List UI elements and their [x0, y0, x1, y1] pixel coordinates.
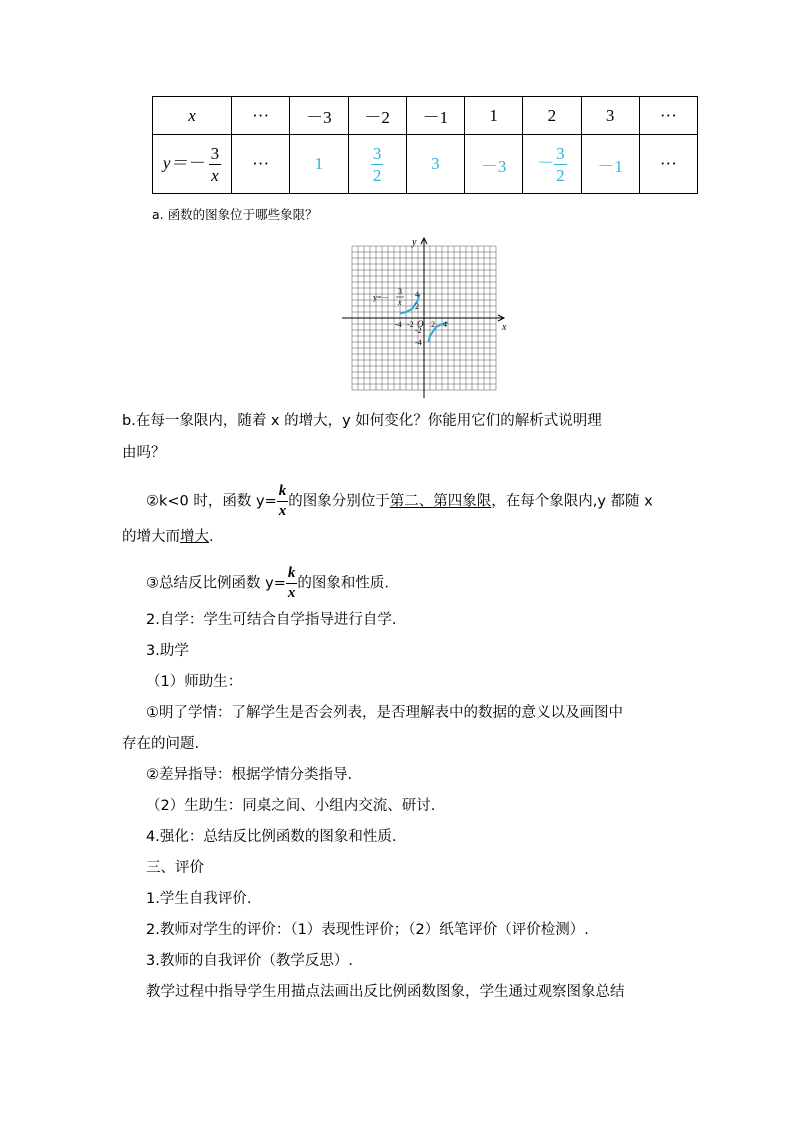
- text-line: 4.强化：总结反比例函数的图象和性质.: [146, 829, 397, 845]
- tick-label-x: -4: [395, 320, 402, 329]
- fraction-sign: －: [537, 153, 555, 172]
- hyperbola-graph: [340, 236, 510, 400]
- fraction-k-over-x: [286, 566, 298, 601]
- row-y-label: [153, 135, 232, 194]
- text-line: 1.学生自我评价.: [146, 891, 252, 907]
- table-cell: ···: [232, 97, 290, 135]
- table-cell: 1: [465, 97, 523, 135]
- section-heading: 三、评价: [146, 860, 204, 876]
- text-run: ，在每个象限内,y 都随 x: [491, 493, 653, 510]
- row-x-label: x: [153, 97, 232, 135]
- text-run: 的增大而: [122, 529, 180, 545]
- fraction-numerator: k: [286, 566, 298, 584]
- table-cell: [348, 135, 406, 194]
- table-cell: 1: [290, 135, 348, 194]
- row-y-label-prefix: y＝－: [162, 153, 205, 172]
- text-line: （1）师助生：: [146, 674, 243, 690]
- table-cell: －2: [348, 97, 406, 135]
- text-run: 的图象分别位于: [288, 493, 390, 510]
- tick-label-x: 2: [431, 320, 435, 329]
- text-line: ②差异指导：根据学情分类指导.: [146, 767, 353, 783]
- text-line: ①明了学情：了解学生是否会列表，是否理解表中的数据的意义以及画图中: [146, 705, 623, 721]
- fraction-numerator: k: [277, 484, 289, 502]
- fraction-numerator: 3: [556, 143, 565, 163]
- origin-label: O: [417, 319, 424, 329]
- tick-label-y: -2: [415, 326, 422, 335]
- text-line: 教学过程中指导学生用描点法画出反比例函数图象，学生通过观察图象总结: [146, 984, 625, 1000]
- table-cell: ···: [639, 97, 697, 135]
- text-line: 2.教师对学生的评价：（1）表现性评价；（2）纸笔评价（评价检测）.: [146, 922, 589, 938]
- fraction-denominator: x: [287, 585, 296, 601]
- table-cell: －3: [465, 135, 523, 194]
- table-cell: ···: [232, 135, 290, 194]
- table-cell: －3: [290, 97, 348, 135]
- axis-y-label: y: [412, 237, 417, 248]
- function-label-numerator: 3: [398, 287, 402, 296]
- fraction-k-over-x: [277, 484, 289, 519]
- paragraph-k-negative-line2: [122, 527, 214, 547]
- fraction-denominator: x: [278, 503, 287, 519]
- axes: [342, 238, 504, 398]
- fraction-numerator: 3: [210, 143, 220, 163]
- tick-label-y: 2: [415, 302, 419, 311]
- text-line: 3.助学: [146, 643, 189, 659]
- paragraph-summary: [146, 566, 389, 601]
- text-run: .: [209, 529, 214, 545]
- row-y-label-fraction: [209, 145, 222, 184]
- text-line: 3.教师的自我评价（教学反思）.: [146, 953, 353, 969]
- text-line: （2）生助生：同桌之间、小组内交流、研讨.: [146, 798, 436, 814]
- table-row-x: [153, 97, 698, 135]
- cell-fraction: [554, 145, 567, 184]
- table-cell: ···: [639, 135, 697, 194]
- function-label-denominator: x: [398, 298, 402, 307]
- underlined-answer: 第二、第四象限: [389, 493, 492, 510]
- axis-x-label: x: [502, 322, 507, 333]
- table-cell: 3: [406, 135, 464, 194]
- table-cell: －1: [581, 135, 639, 194]
- table-cell: [523, 135, 581, 194]
- question-a: a. 函数的图象位于哪些象限？: [152, 207, 318, 222]
- text-line: 2.自学：学生可结合自学指导进行自学.: [146, 612, 397, 628]
- text-line: 存在的问题.: [122, 736, 200, 752]
- table-cell: －1: [406, 97, 464, 135]
- fraction-denominator: 2: [556, 165, 565, 185]
- underlined-answer: 增大: [180, 529, 209, 545]
- fraction-numerator: 3: [372, 143, 382, 163]
- question-b-line1: b.在每一象限内，随着 x 的增大，y 如何变化？你能用它们的解析式说明理: [122, 413, 602, 429]
- fraction-denominator: x: [211, 165, 219, 185]
- tick-label-y: -4: [415, 338, 422, 347]
- tick-label-x: -2: [407, 320, 414, 329]
- text-run: ③总结反比例函数 y=: [146, 575, 286, 592]
- text-run: ②k<0 时，函数 y=: [146, 493, 277, 510]
- text-run: 的图象和性质.: [297, 575, 389, 592]
- tick-label-y: 4: [415, 290, 419, 299]
- value-table: [152, 96, 698, 194]
- function-label-prefix: y=－: [373, 293, 390, 302]
- table-cell: 3: [581, 97, 639, 135]
- question-b-line2: 由吗？: [122, 445, 166, 461]
- cell-fraction: [371, 145, 384, 184]
- table-row-y: [153, 135, 698, 194]
- fraction-denominator: 2: [372, 165, 382, 185]
- paragraph-k-negative: [146, 484, 653, 519]
- tick-label-x: 4: [443, 320, 447, 329]
- table-cell: 2: [523, 97, 581, 135]
